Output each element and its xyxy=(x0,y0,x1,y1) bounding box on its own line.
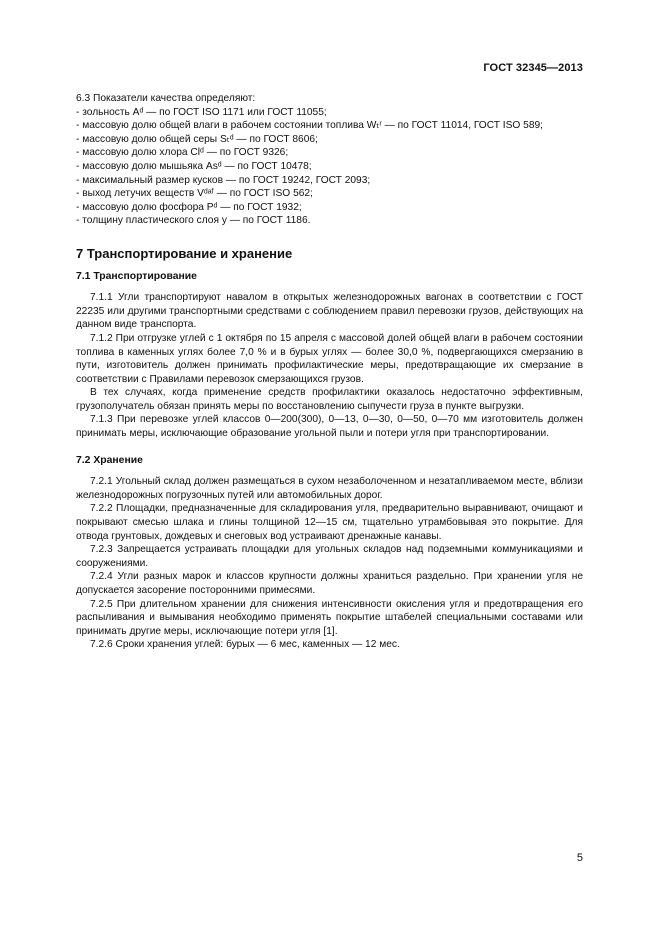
list-item: - толщину пластического слоя y — по ГОСТ 1186. xyxy=(76,215,311,227)
list-item: - массовую долю общей влаги в рабочем состоянии топлива Wₜʳ — по ГОСТ 11014, ГОСТ ISO 589; xyxy=(76,120,543,132)
paragraph-7-2-6: 7.2.6 Сроки хранения углей: бурых — 6 мес, каменных — 12 мес. xyxy=(90,639,400,651)
list-item: - максимальный размер кусков — по ГОСТ 19242, ГОСТ 2093; xyxy=(76,174,371,186)
paragraph-7-1-1: 7.1.1 Угли транспортируют навалом в открытых железнодорожных вагонах в соответствии с ГОСТ 22235 или другими транспортными средствами с соблюдением правил перевозки грузов, действующих на данном виде транспорта. xyxy=(76,292,583,331)
paragraph-7-1-2-continued: В тех случаях, когда применение средств профилактики оказалось недостаточно эффективным, грузополучатель обязан принять меры по восстановлению сыпучести груза в пункте выгрузки. xyxy=(76,387,583,412)
section-7-2-title: 7.2 Хранение xyxy=(76,454,143,466)
document-id: ГОСТ 32345—2013 xyxy=(483,62,583,74)
paragraph-7-2-2: 7.2.2 Площадки, предназначенные для складирования угля, предварительно выравнивают, очищают и покрывают смесью шлака и глины толщиной 12—15 см, тщательно утрамбовывая это покрытие. Для отвода грунтовых, дождевых и снеговых вод устраивают дренажные канавы. xyxy=(76,503,583,542)
section-7-title: 7 Транспортирование и хранение xyxy=(76,245,293,261)
page-number: 5 xyxy=(576,852,583,864)
section-6-3-intro: 6.3 Показатели качества определяют: xyxy=(76,93,256,104)
paragraph-7-2-5: 7.2.5 При длительном хранении для снижения интенсивности окисления угля и предотвращения его распыливания и вымывания необходимо применять покрытие штабелей специальными составами или принимать другие меры, исключающие потери угля [1]. xyxy=(76,598,583,637)
list-item: - массовую долю общей серы Sₜᵈ — по ГОСТ 8606; xyxy=(76,133,318,145)
list-item: - зольность Aᵈ — по ГОСТ ISO 1171 или ГОСТ 11055; xyxy=(76,106,327,118)
paragraph-7-2-4: 7.2.4 Угли разных марок и классов крупности должны храниться раздельно. При хранении угля не допускается засорение посторонними примесями. xyxy=(76,571,583,596)
paragraph-7-1-3: 7.1.3 При перевозке углей классов 0—200(300), 0—13, 0—30, 0—50, 0—70 мм изготовитель должен принимать меры, исключающие образование угольной пыли и потери угля при транспортировании. xyxy=(76,414,583,440)
paragraph-7-2-3: 7.2.3 Запрещается устраивать площадки для угольных складов над подземными коммуникациями и сооружениями. xyxy=(76,544,583,569)
list-item: - массовую долю фосфора Pᵈ — по ГОСТ 1932; xyxy=(76,201,302,213)
paragraph-7-2-1: 7.2.1 Угольный склад должен размещаться в сухом незаболоченном и незатапливаемом месте, вблизи железнодорожных погрузочных путей или автомобильных дорог. xyxy=(76,476,583,501)
section-6-3 xyxy=(76,92,583,228)
list-item: - массовую долю мышьяка Asᵈ — по ГОСТ 10478; xyxy=(76,160,312,172)
paragraph-7-1-2: 7.1.2 При отгрузке углей с 1 октября по 15 апреля с массовой долей общей влаги в рабочем состоянии топлива в каменных углях более 7,0 % и в бурых углях — более 30,0 %, подвергающихся смерзанию в пути, изготовитель должен принимать профилактические меры, предотвращающие их смерзание в соответствии с Правилами перевозок смерзающихся грузов. xyxy=(76,332,583,385)
page-content xyxy=(76,92,583,652)
list-item: - выход летучих веществ Vᵈᵃᶠ — по ГОСТ ISO 562; xyxy=(76,188,313,200)
section-7-1-title: 7.1 Транспортирование xyxy=(76,270,197,282)
list-item: - массовую долю хлора Clᵈ — по ГОСТ 9326; xyxy=(76,147,289,159)
